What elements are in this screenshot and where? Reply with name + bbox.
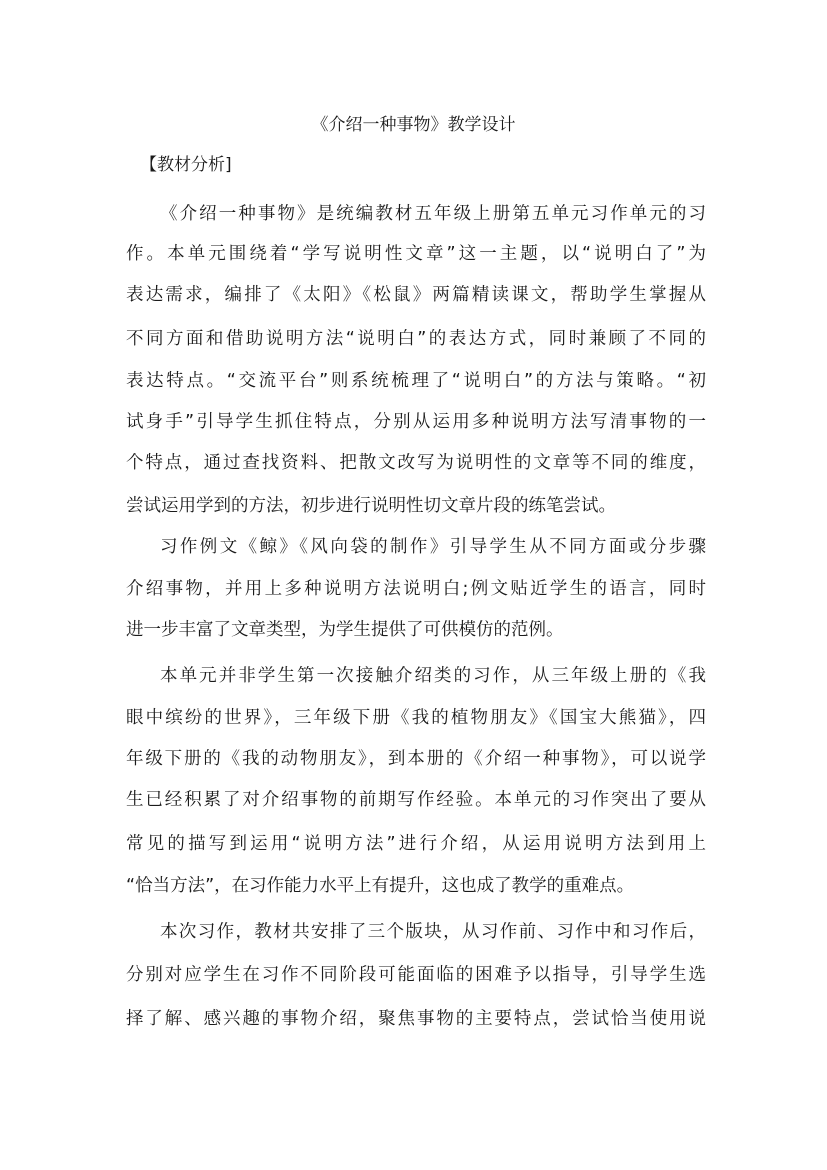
paragraph-line: 《介绍一种事物》是统编教材五年级上册第五单元习作单元的习 bbox=[160, 204, 706, 224]
paragraph-line: 不同方面和借助说明方法“说明白”的表达方式，同时兼顾了不同的 bbox=[126, 329, 706, 349]
paragraph-line: 择了解、感兴趣的事物介绍，聚焦事物的主要特点，尝试恰当使用说 bbox=[126, 1009, 706, 1029]
paragraph-line: 本单元并非学生第一次接触介绍类的习作，从三年级上册的《我 bbox=[160, 666, 706, 686]
paragraph-line: 分别对应学生在习作不同阶段可能面临的困难予以指导，引导学生选 bbox=[126, 965, 706, 985]
paragraph-line: 表达需求，编排了《太阳》《松鼠》两篇精读课文，帮助学生掌握从 bbox=[126, 285, 706, 305]
paragraph-line: 进一步丰富了文章类型，为学生提供了可供模仿的范例。 bbox=[126, 620, 564, 640]
paragraph-line: 常见的描写到运用“说明方法”进行介绍，从运用说明方法到用上 bbox=[126, 834, 706, 854]
section-heading: 【教材分析] bbox=[140, 155, 232, 175]
paragraph-line: 习作例文《鲸》《风向袋的制作》引导学生从不同方面或分步骤 bbox=[160, 537, 706, 557]
paragraph-line: 个特点，通过查找资料、把散文改写为说明性的文章等不同的维度， bbox=[126, 453, 706, 473]
paragraph-line: 年级下册的《我的动物朋友》，到本册的《介绍一种事物》，可以说学 bbox=[126, 749, 706, 769]
paragraph-line: 作。本单元围绕着“学写说明性文章”这一主题，以“说明白了”为 bbox=[126, 244, 706, 264]
paragraph-line: “恰当方法”，在习作能力水平上有提升，这也成了教学的重难点。 bbox=[126, 876, 635, 896]
document-title: 《介绍一种事物》教学设计 bbox=[311, 115, 516, 135]
paragraph-line: 生已经积累了对介绍事物的前期写作经验。本单元的习作突出了要从 bbox=[126, 790, 706, 810]
paragraph-line: 试身手”引导学生抓住特点，分别从运用多种说明方法写清事物的一 bbox=[126, 412, 706, 432]
paragraph-line: 眼中缤纷的世界》，三年级下册《我的植物朋友》《国宝大熊猫》，四 bbox=[126, 708, 706, 728]
paragraph-line: 本次习作，教材共安排了三个版块，从习作前、习作中和习作后， bbox=[160, 922, 706, 942]
paragraph-line: 尝试运用学到的方法，初步进行说明性切文章片段的练笔尝试。 bbox=[126, 496, 616, 516]
paragraph-line: 表达特点。“交流平台”则系统梳理了“说明白”的方法与策略。“初 bbox=[126, 371, 706, 391]
paragraph-line: 介绍事物，并用上多种说明方法说明白;例文贴近学生的语言，同时 bbox=[126, 579, 706, 599]
